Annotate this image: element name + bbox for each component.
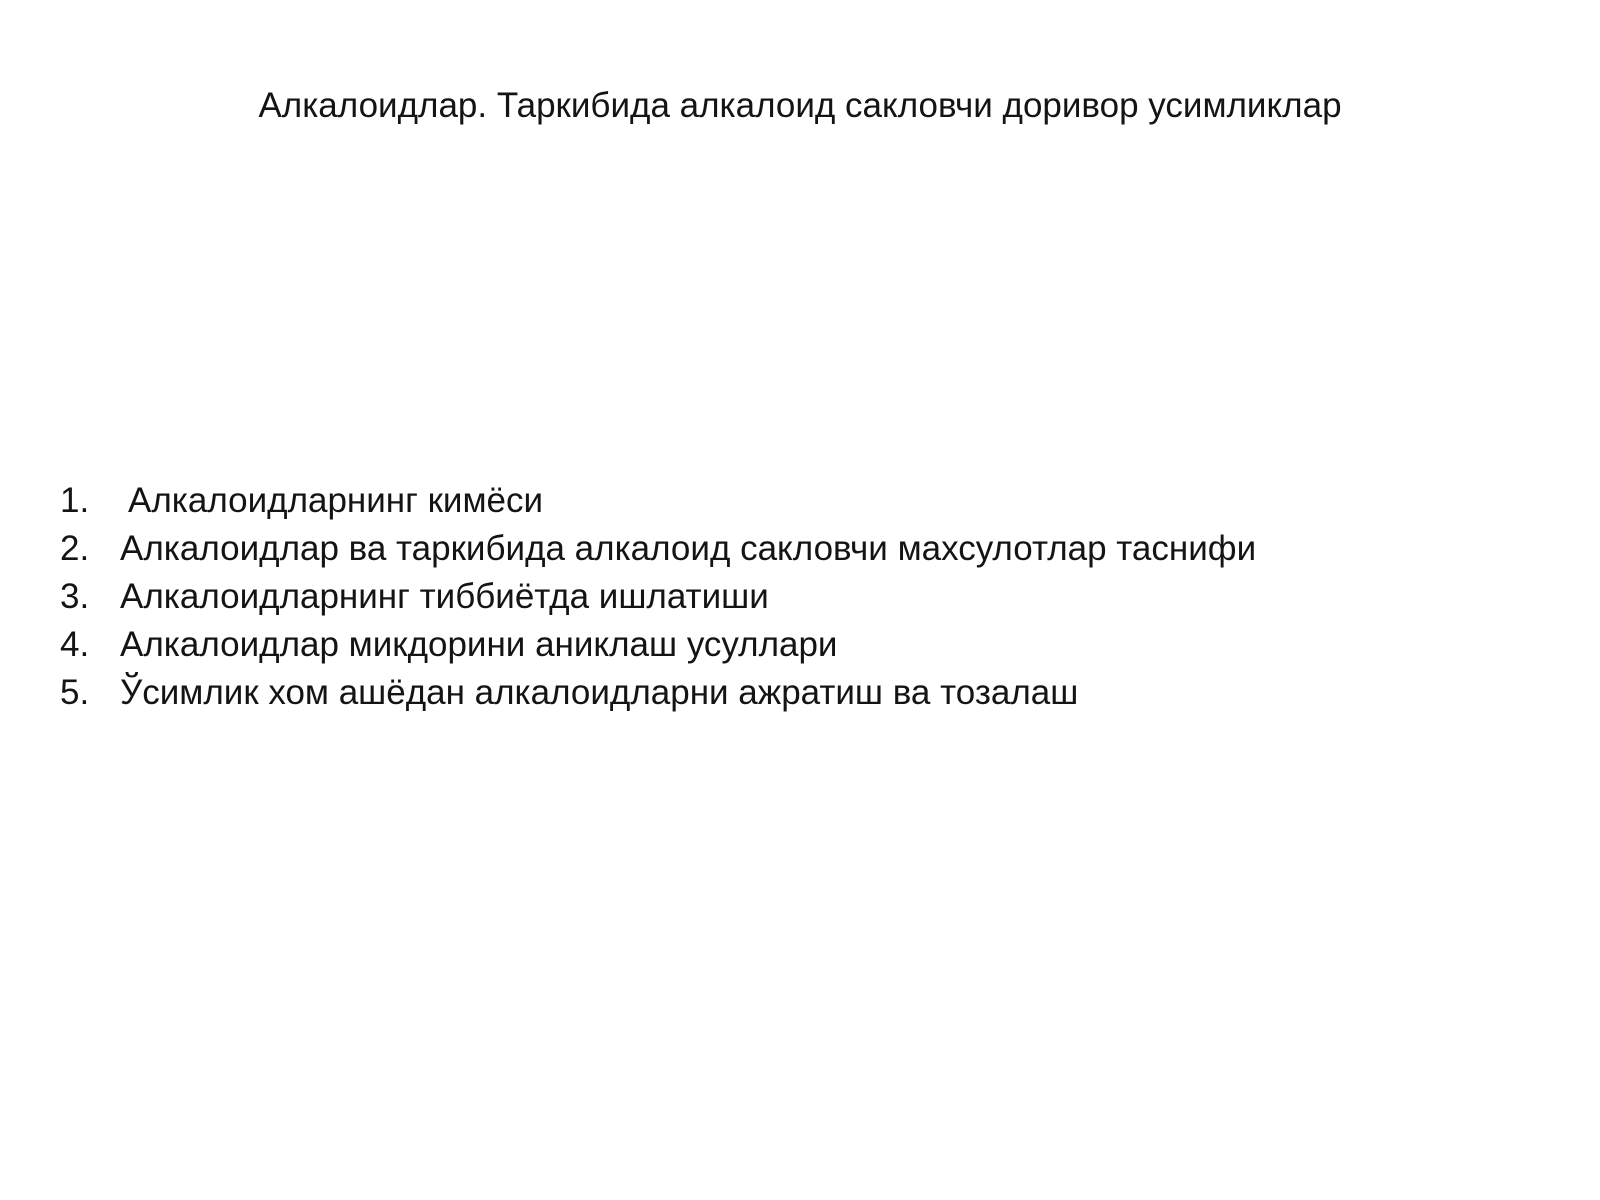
agenda-list [60, 477, 1540, 717]
list-item-text: Алкалоидларнинг кимёси [128, 481, 544, 520]
list-item-number: 3. [60, 577, 90, 616]
list-item-number: 2. [60, 529, 90, 568]
list-item-text: Алкалоидлар ва таркибида алкалоид сакловчи махсулотлар таснифи [120, 529, 1257, 568]
list-item-text: Ўсимлик хом ашёдан алкалоидларни ажратиш ва тозалаш [120, 673, 1079, 712]
list-item [60, 669, 1540, 717]
list-item [60, 573, 1540, 621]
list-item-number: 5. [60, 673, 90, 712]
list-item [60, 525, 1540, 573]
list-item [60, 477, 1540, 525]
list-item [60, 621, 1540, 669]
list-item-text: Алкалоидлар микдорини аниклаш усуллари [120, 625, 838, 664]
list-item-number: 4. [60, 625, 90, 664]
list-item-text: Алкалоидларнинг тиббиётда ишлатиши [120, 577, 769, 616]
list-item-number: 1. [60, 481, 90, 520]
slide-title: Алкалоидлар. Таркибида алкалоид сакловчи доривор усимликлар [258, 86, 1342, 125]
